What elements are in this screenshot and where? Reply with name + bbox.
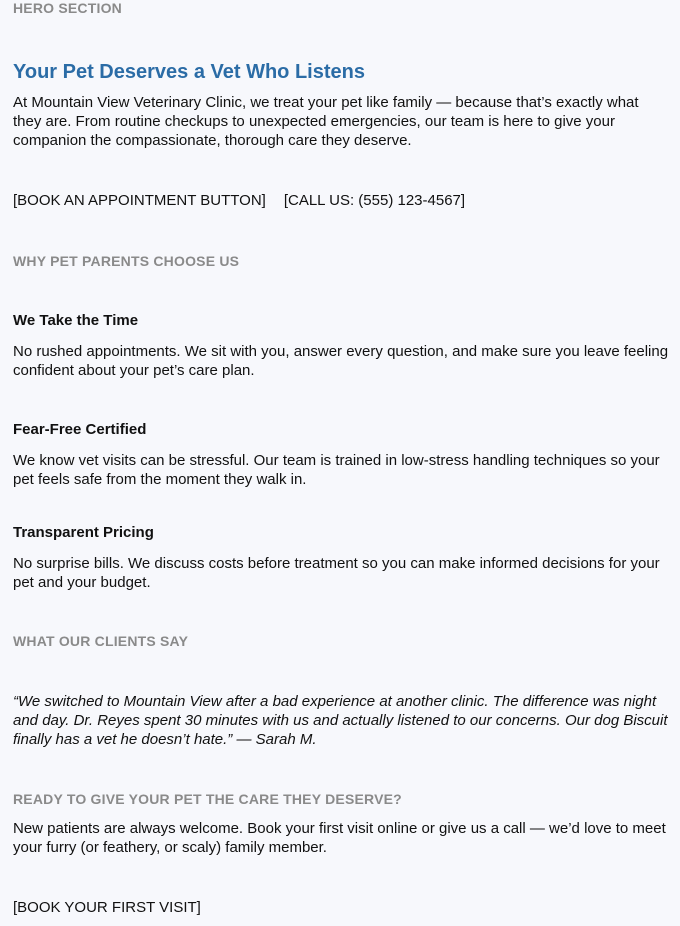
why-item-title: We Take the Time [13,312,139,329]
why-item-2-body-wrap [13,451,670,489]
hero-section-label: HERO SECTION [13,0,122,16]
hero-section-label-wrap [13,0,670,16]
cta-body: New patients are always welcome. Book your first visit online or give us a call — we’d love to meet your furry (or feathery, or scaly) family member. [13,820,666,856]
why-item-title: Fear-Free Certified [13,421,147,438]
why-item-2 [13,421,670,439]
hero-cta-row [13,192,670,210]
cta-section-label: READY TO GIVE YOUR PET THE CARE THEY DESERVE? [13,791,402,807]
why-item-1 [13,312,670,330]
book-first-visit-button[interactable]: [BOOK YOUR FIRST VISIT] [13,899,201,916]
testimonials-label: WHAT OUR CLIENTS SAY [13,633,189,649]
testimonials-label-wrap [13,633,670,649]
testimonial-quote: “We switched to Mountain View after a bad experience at another clinic. The difference was night and day. Dr. Reyes spent 30 minutes with us and actually listened to our concerns. Our dog Biscuit finally has a vet he doesn’t hate.” — Sarah M. [13,693,668,748]
why-item-3 [13,524,670,542]
why-item-body: We know vet visits can be stressful. Our team is trained in low-stress handling techniques so your pet feels safe from the moment they walk in. [13,452,660,488]
hero-title-wrap [13,60,670,84]
book-appointment-button[interactable]: [BOOK AN APPOINTMENT BUTTON] [13,192,266,209]
why-item-3-body-wrap [13,554,670,592]
book-first-visit-wrap [13,899,670,917]
testimonial-quote-wrap [13,692,670,749]
cta-section-label-wrap [13,791,670,807]
call-us-link[interactable]: [CALL US: (555) 123-4567] [283,192,466,209]
hero-title: Your Pet Deserves a Vet Who Listens [13,61,365,83]
why-item-title: Transparent Pricing [13,524,154,541]
why-item-1-body-wrap [13,342,670,380]
why-section-label-wrap [13,253,670,269]
why-section-label: WHY PET PARENTS CHOOSE US [13,253,240,269]
why-item-body: No rushed appointments. We sit with you, answer every question, and make sure you leave feeling confident about your pet’s care plan. [13,343,669,379]
hero-body: At Mountain View Veterinary Clinic, we treat your pet like family — because that’s exactly what they are. From routine checkups to unexpected emergencies, our team is here to give your companion the compassionate, thorough care they deserve. [13,94,639,149]
why-item-body: No surprise bills. We discuss costs before treatment so you can make informed decisions for your pet and your budget. [13,555,660,591]
hero-body-wrap [13,93,670,150]
cta-body-wrap [13,819,670,857]
